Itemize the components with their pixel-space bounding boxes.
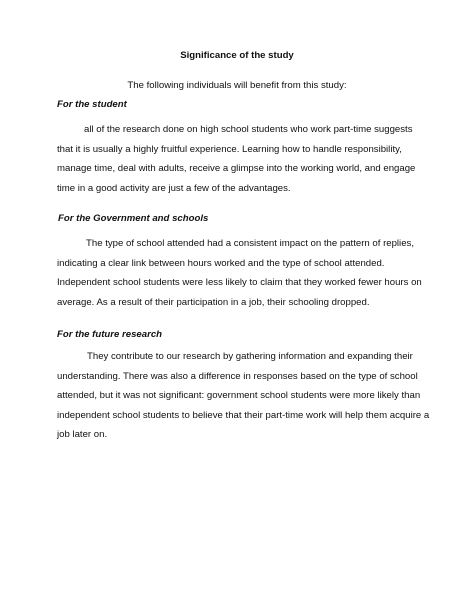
section-body-student bbox=[57, 120, 437, 198]
paragraph-line: attended, but it was not significant: government school students were more likely than bbox=[57, 390, 421, 401]
section-body-government bbox=[57, 234, 437, 312]
paragraph-line: independent school students to believe that their part-time work will help them acquire a bbox=[57, 409, 430, 421]
paragraph-line: all of the research done on high school students who work part-time suggests bbox=[84, 124, 413, 135]
section-heading-student: For the student bbox=[57, 99, 127, 110]
paragraph-line: manage time, deal with adults, receive a glimpse into the working world, and engage bbox=[57, 163, 416, 174]
paragraph-line: that it is usually a highly fruitful experience. Learning how to handle responsibility, bbox=[57, 143, 402, 155]
intro-text: The following individuals will benefit from this study: bbox=[127, 80, 347, 91]
paragraph-line: job later on. bbox=[57, 429, 108, 440]
paragraph-line: time in a good activity are just a few of the advantages. bbox=[57, 182, 291, 194]
section-heading-future-research: For the future research bbox=[57, 329, 163, 340]
paragraph-line: average. As a result of their participation in a job, their schooling dropped. bbox=[57, 296, 370, 308]
section-heading-government: For the Government and schools bbox=[58, 213, 209, 224]
paragraph-line: The type of school attended had a consistent impact on the pattern of replies, bbox=[86, 238, 414, 249]
page-title: Significance of the study bbox=[180, 50, 294, 61]
paragraph-line: understanding. There was also a difference in responses based on the type of school bbox=[57, 370, 418, 382]
section-body-future-research bbox=[57, 347, 437, 445]
paragraph-line: They contribute to our research by gathering information and expanding their bbox=[87, 351, 413, 362]
paragraph-line: Independent school students were less likely to claim that they worked fewer hours on bbox=[57, 277, 422, 288]
paragraph-line: indicating a clear link between hours worked and the type of school attended. bbox=[57, 257, 385, 269]
